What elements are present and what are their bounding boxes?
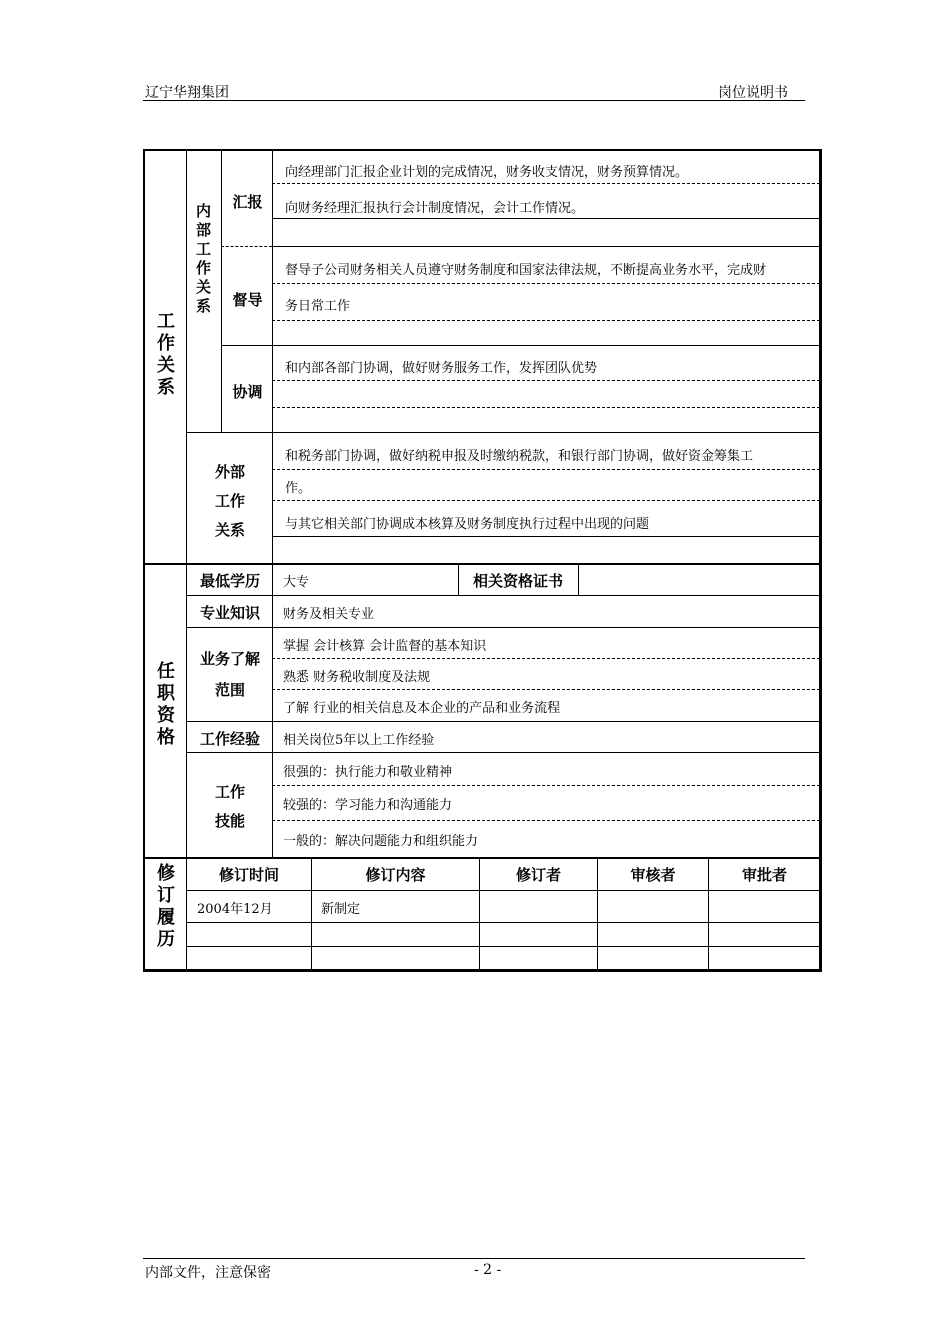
report-line-2: 向财务经理汇报执行会计制度情况，会计工作情况。 [285,201,585,216]
min-education-label: 最低学历 [199,572,260,590]
external-line-2: 作。 [285,481,312,496]
doc-title: 岗位说明书 [718,85,788,101]
rev-header-reviser: 修订者 [515,866,561,884]
external-line-1: 和税务部门协调，做好纳税申报及时缴纳税款，和银行部门协调，做好资金筹集工 [285,449,754,464]
external-label-3: 关系 [214,521,245,539]
external-label-2: 工作 [214,492,245,510]
page-number: - 2 - [474,1262,502,1278]
rev-row-time: 2004年12月 [197,902,273,917]
knowledge-value: 财务及相关专业 [283,607,375,622]
rev-header-time: 修订时间 [218,866,279,884]
experience-label: 工作经验 [199,730,260,748]
external-line-3: 与其它相关部门协调成本核算及财务制度执行过程中出现的问题 [285,517,650,532]
skills-line-2: 较强的：学习能力和沟通能力 [283,798,453,813]
scope-label-2: 范围 [214,681,245,699]
certificate-label: 相关资格证书 [472,572,563,590]
rev-header-approver: 审批者 [741,866,787,884]
supervise-line-1: 督导子公司财务相关人员遵守财务制度和国家法律法规，不断提高业务水平，完成财 [285,263,767,278]
qualifications-title: 任职资格 [154,661,175,749]
skills-label-1: 工作 [214,783,245,801]
footer-note: 内部文件，注意保密 [145,1265,271,1281]
scope-line-2: 熟悉 财务税收制度及法规 [283,670,431,685]
experience-value: 相关岗位5年以上工作经验 [283,733,435,748]
work-relations-title: 工作关系 [154,311,175,399]
coordinate-label: 协调 [232,383,263,401]
scope-label-1: 业务了解 [199,650,260,668]
report-line-1: 向经理部门汇报企业计划的完成情况，财务收支情况，财务预算情况。 [285,165,689,180]
report-label: 汇报 [232,193,263,211]
skills-line-3: 一般的：解决问题能力和组织能力 [283,834,479,849]
external-label-1: 外部 [214,463,245,481]
supervise-line-2: 务日常工作 [285,299,351,314]
rev-header-content: 修订内容 [365,866,426,884]
scope-line-3: 了解 行业的相关信息及本企业的产品和业务流程 [283,701,561,716]
header-rule [143,100,805,101]
supervise-label: 督导 [232,291,263,309]
company-name: 辽宁华翔集团 [145,85,229,101]
rev-header-reviewer: 审核者 [630,866,676,884]
internal-relations-title: 内部工作关系 [194,203,212,317]
skills-label-2: 技能 [214,812,245,830]
rev-row-content: 新制定 [321,902,361,917]
knowledge-label: 专业知识 [199,604,260,622]
min-education-value: 大专 [283,575,310,590]
coordinate-line-1: 和内部各部门协调，做好财务服务工作，发挥团队优势 [285,361,598,376]
footer-rule [143,1258,805,1259]
skills-line-1: 很强的：执行能力和敬业精神 [283,765,453,780]
revision-title: 修订履历 [154,863,175,951]
job-description-table [143,149,822,972]
scope-line-1: 掌握 会计核算 会计监督的基本知识 [283,639,487,654]
